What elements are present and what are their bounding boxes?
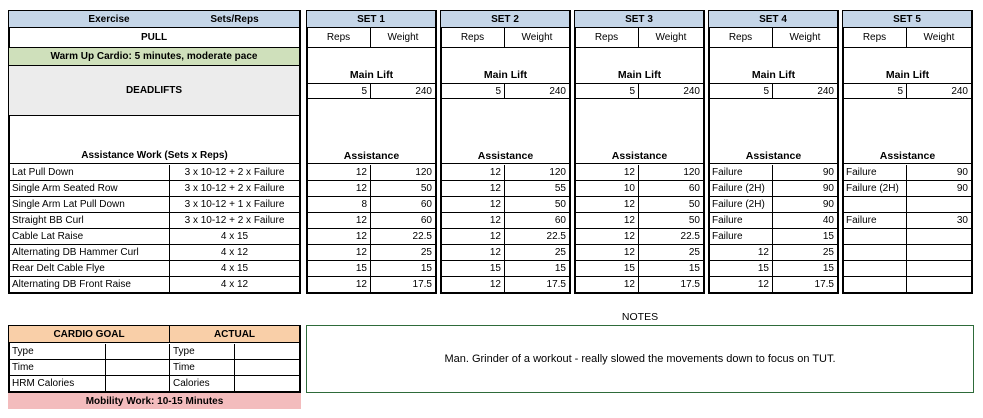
reps-header: Reps — [307, 28, 371, 48]
set-weight-cell[interactable]: 25 — [639, 245, 704, 261]
set-weight-cell[interactable]: 120 — [505, 165, 570, 181]
set-weight-cell[interactable] — [907, 277, 972, 293]
set-reps-cell[interactable]: 12 — [441, 229, 505, 245]
set-weight-cell[interactable]: 50 — [505, 197, 570, 213]
set-reps-cell[interactable]: 12 — [575, 213, 639, 229]
main-lift-weight[interactable]: 240 — [773, 83, 838, 99]
exercise-name: Single Arm Lat Pull Down — [9, 197, 170, 213]
set-weight-cell[interactable]: 22.5 — [639, 229, 704, 245]
set-reps-cell[interactable]: 12 — [307, 277, 371, 293]
set-weight-cell[interactable]: 17.5 — [639, 277, 704, 293]
main-lift-weight[interactable]: 240 — [505, 83, 570, 99]
main-lift-name: DEADLIFTS — [9, 66, 300, 116]
exercise-scheme: 3 x 10-12 + 2 x Failure — [170, 181, 300, 197]
set-reps-cell[interactable]: 12 — [575, 245, 639, 261]
set-weight-cell[interactable]: 50 — [639, 197, 704, 213]
set-weight-cell[interactable] — [907, 261, 972, 277]
set-reps-cell[interactable]: 10 — [575, 181, 639, 197]
cardio-actual-value[interactable] — [235, 376, 300, 392]
weight-header: Weight — [907, 28, 972, 48]
set-title: SET 5 — [843, 11, 972, 28]
set-weight-cell[interactable]: 15 — [639, 261, 704, 277]
main-lift-reps[interactable]: 5 — [709, 83, 773, 99]
weight-header: Weight — [371, 28, 436, 48]
sets-reps-header: Sets/Reps — [170, 11, 300, 28]
weight-header: Weight — [773, 28, 838, 48]
notes-label: NOTES — [621, 311, 659, 323]
set-weight-cell[interactable]: 25 — [505, 245, 570, 261]
notes-box[interactable] — [306, 325, 974, 393]
exercise-name: Rear Delt Cable Flye — [9, 261, 170, 277]
exercise-name: Cable Lat Raise — [9, 229, 170, 245]
notes-text: Man. Grinder of a workout - really slowed the movements down to focus on TUT. — [444, 353, 836, 365]
exercise-scheme: 3 x 10-12 + 1 x Failure — [170, 197, 300, 213]
reps-header: Reps — [843, 28, 907, 48]
set-reps-cell[interactable] — [843, 261, 907, 277]
set-title: SET 3 — [575, 11, 704, 28]
set-reps-cell[interactable]: Failure — [709, 213, 773, 229]
exercise-scheme: 3 x 10-12 + 2 x Failure — [170, 213, 300, 229]
cardio-actual-label: Time — [170, 360, 235, 376]
set-reps-cell[interactable]: 12 — [441, 277, 505, 293]
set-weight-cell[interactable]: 60 — [639, 181, 704, 197]
cardio-goal-label: Type — [9, 344, 106, 360]
set-reps-cell[interactable]: 12 — [307, 181, 371, 197]
set-reps-cell[interactable] — [843, 197, 907, 213]
set-weight-cell[interactable]: 90 — [773, 181, 838, 197]
cardio-goal-value[interactable] — [106, 344, 170, 360]
reps-header: Reps — [709, 28, 773, 48]
set-weight-cell[interactable]: 60 — [505, 213, 570, 229]
main-lift-weight[interactable]: 240 — [371, 83, 436, 99]
exercise-scheme: 4 x 12 — [170, 277, 300, 293]
set-reps-cell[interactable]: 12 — [441, 181, 505, 197]
reps-header: Reps — [575, 28, 639, 48]
set-weight-cell[interactable]: 60 — [371, 197, 436, 213]
exercise-name: Lat Pull Down — [9, 165, 170, 181]
exercise-name: Straight BB Curl — [9, 213, 170, 229]
cardio-goal-header: CARDIO GOAL — [9, 326, 170, 343]
set-reps-cell[interactable]: Failure — [709, 165, 773, 181]
set-reps-cell[interactable]: 15 — [709, 261, 773, 277]
assistance-label: Assistance — [843, 99, 972, 164]
exercise-name: Single Arm Seated Row — [9, 181, 170, 197]
weight-header: Weight — [505, 28, 570, 48]
set-reps-cell[interactable]: 12 — [307, 165, 371, 181]
set-reps-cell[interactable]: 12 — [307, 213, 371, 229]
mobility-banner: Mobility Work: 10-15 Minutes — [8, 393, 301, 409]
set-reps-cell[interactable]: 12 — [441, 165, 505, 181]
set-weight-cell[interactable]: 17.5 — [773, 277, 838, 293]
set-reps-cell[interactable]: 15 — [441, 261, 505, 277]
set-reps-cell[interactable]: Failure (2H) — [709, 181, 773, 197]
set-reps-cell[interactable]: 12 — [575, 229, 639, 245]
set-title: SET 1 — [307, 11, 436, 28]
set-weight-cell[interactable]: 15 — [505, 261, 570, 277]
cardio-goal-label: Time — [9, 360, 106, 376]
set-reps-cell[interactable]: 8 — [307, 197, 371, 213]
set-weight-cell[interactable] — [907, 197, 972, 213]
set-weight-cell[interactable]: 15 — [773, 261, 838, 277]
set-reps-cell[interactable]: 15 — [575, 261, 639, 277]
set-reps-cell[interactable]: Failure — [843, 165, 907, 181]
main-lift-label: Main Lift — [483, 69, 528, 81]
main-lift-weight[interactable]: 240 — [639, 83, 704, 99]
assistance-label: Assistance — [575, 99, 704, 164]
set-weight-cell[interactable]: 120 — [371, 165, 436, 181]
weight-header: Weight — [639, 28, 704, 48]
cardio-actual-header: ACTUAL — [170, 326, 300, 343]
set-weight-cell[interactable]: 90 — [907, 165, 972, 181]
set-reps-cell[interactable]: 12 — [575, 277, 639, 293]
cardio-actual-value[interactable] — [235, 344, 300, 360]
main-lift-label: Main Lift — [751, 69, 796, 81]
set-weight-cell[interactable] — [907, 229, 972, 245]
set-reps-cell[interactable]: Failure — [709, 229, 773, 245]
main-lift-label: Main Lift — [885, 69, 930, 81]
main-lift-reps[interactable]: 5 — [843, 83, 907, 99]
set-weight-cell[interactable]: 60 — [371, 213, 436, 229]
set-reps-cell[interactable]: 12 — [441, 213, 505, 229]
set-weight-cell[interactable]: 15 — [371, 261, 436, 277]
set-weight-cell[interactable]: 15 — [773, 229, 838, 245]
set-reps-cell[interactable]: 12 — [709, 245, 773, 261]
set-weight-cell[interactable]: 25 — [371, 245, 436, 261]
set-reps-cell[interactable]: 12 — [575, 165, 639, 181]
set-reps-cell[interactable]: 12 — [441, 197, 505, 213]
set-reps-cell[interactable]: 12 — [307, 245, 371, 261]
set-weight-cell[interactable]: 40 — [773, 213, 838, 229]
set-weight-cell[interactable]: 50 — [639, 213, 704, 229]
set-weight-cell[interactable]: 90 — [907, 181, 972, 197]
main-lift-weight[interactable]: 240 — [907, 83, 972, 99]
set-weight-cell[interactable]: 120 — [639, 165, 704, 181]
main-lift-reps[interactable]: 5 — [441, 83, 505, 99]
set-reps-cell[interactable] — [843, 277, 907, 293]
set-weight-cell[interactable]: 30 — [907, 213, 972, 229]
set-weight-cell[interactable]: 55 — [505, 181, 570, 197]
set-reps-cell[interactable]: 12 — [709, 277, 773, 293]
set-reps-cell[interactable]: 12 — [441, 245, 505, 261]
set-weight-cell[interactable]: 17.5 — [505, 277, 570, 293]
set-title: SET 4 — [709, 11, 838, 28]
exercise-scheme: 4 x 15 — [170, 229, 300, 245]
exercise-scheme: 3 x 10-12 + 2 x Failure — [170, 165, 300, 181]
assistance-label: Assistance — [709, 99, 838, 164]
set-weight-cell[interactable]: 90 — [773, 197, 838, 213]
set-weight-cell[interactable]: 90 — [773, 165, 838, 181]
set-weight-cell[interactable]: 25 — [773, 245, 838, 261]
set-weight-cell[interactable]: 50 — [371, 181, 436, 197]
cardio-actual-label: Calories — [170, 376, 235, 392]
set-weight-cell[interactable]: 17.5 — [371, 277, 436, 293]
set-weight-cell[interactable]: 22.5 — [371, 229, 436, 245]
assistance-title: Assistance Work (Sets x Reps) — [9, 116, 300, 164]
cardio-goal-value[interactable] — [106, 360, 170, 376]
set-reps-cell[interactable]: 12 — [307, 229, 371, 245]
cardio-actual-label: Type — [170, 344, 235, 360]
exercise-header: Exercise — [9, 11, 209, 28]
cardio-actual-value[interactable] — [235, 360, 300, 376]
exercise-scheme: 4 x 12 — [170, 245, 300, 261]
set-reps-cell[interactable] — [843, 229, 907, 245]
set-reps-cell[interactable]: 15 — [307, 261, 371, 277]
set-reps-cell[interactable] — [843, 245, 907, 261]
set-reps-cell[interactable]: 12 — [575, 197, 639, 213]
cardio-goal-label: HRM Calories — [9, 376, 106, 392]
assistance-label: Assistance — [307, 99, 436, 164]
warmup-banner: Warm Up Cardio: 5 minutes, moderate pace — [9, 48, 300, 66]
main-lift-reps[interactable]: 5 — [307, 83, 371, 99]
reps-header: Reps — [441, 28, 505, 48]
main-lift-label: Main Lift — [349, 69, 394, 81]
assistance-label: Assistance — [441, 99, 570, 164]
set-reps-cell[interactable]: Failure — [843, 213, 907, 229]
set-weight-cell[interactable] — [907, 245, 972, 261]
cardio-goal-value[interactable] — [106, 376, 170, 392]
exercise-name: Alternating DB Hammer Curl — [9, 245, 170, 261]
set-weight-cell[interactable]: 22.5 — [505, 229, 570, 245]
main-lift-reps[interactable]: 5 — [575, 83, 639, 99]
set-title: SET 2 — [441, 11, 570, 28]
set-reps-cell[interactable]: Failure (2H) — [709, 197, 773, 213]
set-reps-cell[interactable]: Failure (2H) — [843, 181, 907, 197]
main-lift-label: Main Lift — [617, 69, 662, 81]
exercise-name: Alternating DB Front Raise — [9, 277, 170, 293]
section-title: PULL — [9, 28, 300, 48]
exercise-scheme: 4 x 15 — [170, 261, 300, 277]
